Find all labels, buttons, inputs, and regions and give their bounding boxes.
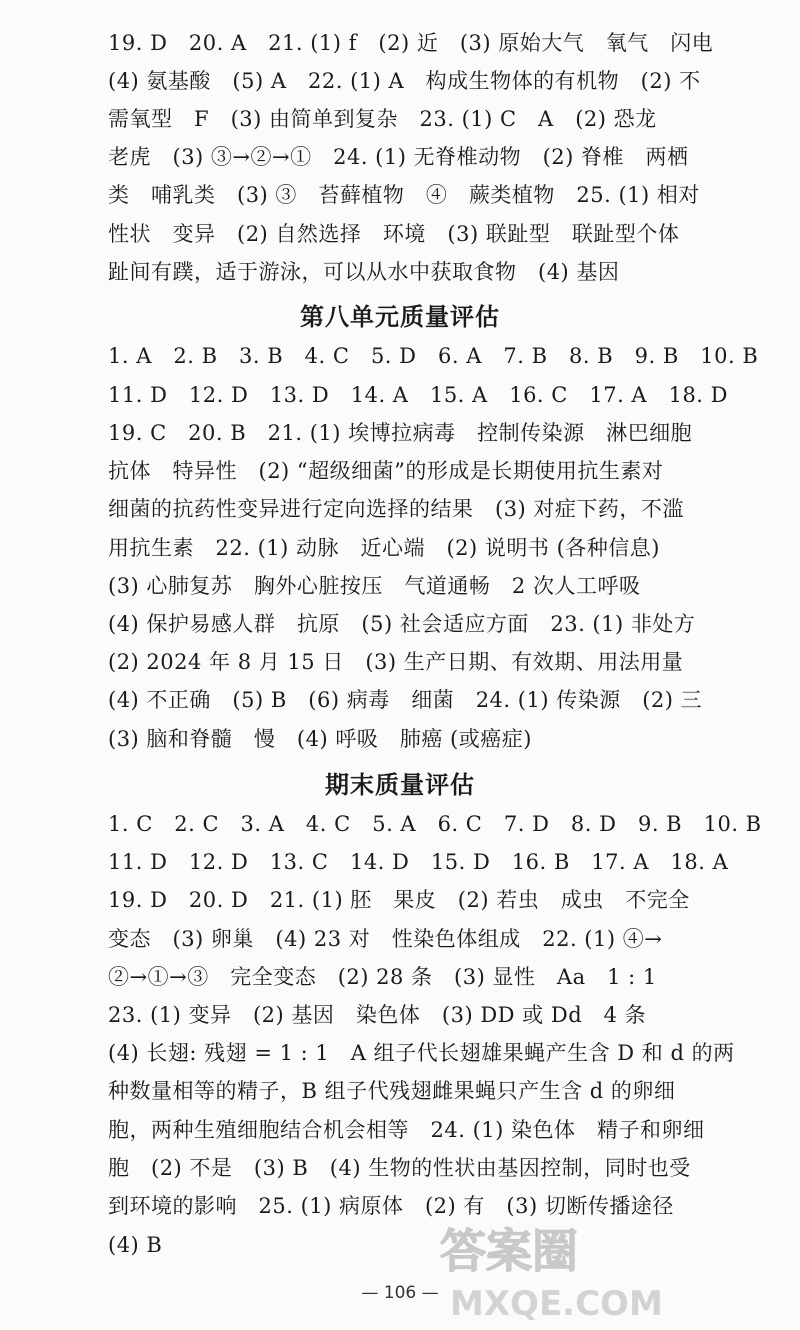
watermark-bottom-text: MXQE.COM (450, 1284, 663, 1324)
answer-line: 19. D 20. D 21. (1) 胚 果皮 (2) 若虫 成虫 不完全 (108, 888, 690, 912)
watermark-top-text: 答案圈 (440, 1224, 578, 1278)
answer-line: (4) B (108, 1233, 163, 1257)
answer-line: 19. C 20. B 21. (1) 埃博拉病毒 控制传染源 淋巴细胞 (108, 421, 693, 445)
answer-line: 类 哺乳类 (3) ③ 苔藓植物 ④ 蕨类植物 25. (1) 相对 (108, 183, 700, 207)
watermark-logo (420, 1215, 780, 1325)
answer-line: (4) 长翅: 残翅 = 1 : 1 A 组子代长翅雄果蝇产生含 D 和 d 的两 (108, 1041, 735, 1065)
answer-line: 胞 (2) 不是 (3) B (4) 生物的性状由基因控制，同时也受 (108, 1156, 691, 1180)
answer-line: 胞，两种生殖细胞结合机会相等 24. (1) 染色体 精子和卵细 (108, 1118, 705, 1142)
answer-line: (4) 氨基酸 (5) A 22. (1) A 构成生物体的有机物 (2) 不 (108, 69, 701, 93)
answer-line: 变态 (3) 卵巢 (4) 23 对 性染色体组成 22. (1) ④→ (108, 927, 663, 951)
answer-line: 用抗生素 22. (1) 动脉 近心端 (2) 说明书 (各种信息) (108, 536, 660, 560)
answer-line: 23. (1) 变异 (2) 基因 染色体 (3) DD 或 Dd 4 条 (108, 1003, 647, 1027)
answer-line: 19. D 20. A 21. (1) f (2) 近 (3) 原始大气 氧气 闪电 (108, 31, 714, 55)
answer-line: 需氧型 F (3) 由简单到复杂 23. (1) C A (2) 恐龙 (108, 107, 657, 131)
answer-line: (4) 不正确 (5) B (6) 病毒 细菌 24. (1) 传染源 (2) 三 (108, 688, 703, 712)
answer-line: (3) 心肺复苏 胸外心脏按压 气道通畅 2 次人工呼吸 (108, 574, 641, 598)
answer-line: 1. A 2. B 3. B 4. C 5. D 6. A 7. B 8. B 9. B 10. B (108, 344, 759, 368)
answer-line: (3) 脑和脊髓 慢 (4) 呼吸 肺癌 (或癌症) (108, 727, 532, 751)
answer-line: ②→①→③ 完全变态 (2) 28 条 (3) 显性 Aa 1 : 1 (108, 965, 657, 989)
page-number: — 106 — (361, 1283, 439, 1303)
answer-line: 细菌的抗药性变异进行定向选择的结果 (3) 对症下药，不滥 (108, 497, 684, 521)
answer-line: 11. D 12. D 13. C 14. D 15. D 16. B 17. A 18. A (108, 850, 729, 874)
answer-line: 抗体 特异性 (2) “超级细菌”的形成是长期使用抗生素对 (108, 459, 664, 483)
section-heading-final: 期末质量评估 (325, 770, 475, 799)
answer-line: 性状 变异 (2) 自然选择 环境 (3) 联趾型 联趾型个体 (108, 222, 680, 246)
answer-line: 趾间有蹼，适于游泳，可以从水中获取食物 (4) 基因 (108, 260, 620, 284)
section-heading-unit8: 第八单元质量评估 (300, 302, 500, 331)
answer-line: 到环境的影响 25. (1) 病原体 (2) 有 (3) 切断传播途径 (108, 1194, 674, 1218)
answer-line: 种数量相等的精子，B 组子代残翅雌果蝇只产生含 d 的卵细 (108, 1079, 676, 1103)
answer-line: (4) 保护易感人群 抗原 (5) 社会适应方面 23. (1) 非处方 (108, 612, 696, 636)
answer-line: 11. D 12. D 13. D 14. A 15. A 16. C 17. A 18. D (108, 383, 728, 407)
answer-line: (2) 2024 年 8 月 15 日 (3) 生产日期、有效期、用法用量 (108, 650, 684, 674)
answer-line: 老虎 (3) ③→②→① 24. (1) 无脊椎动物 (2) 脊椎 两栖 (108, 145, 689, 169)
answer-line: 1. C 2. C 3. A 4. C 5. A 6. C 7. D 8. D 9. B 10. B (108, 812, 762, 836)
